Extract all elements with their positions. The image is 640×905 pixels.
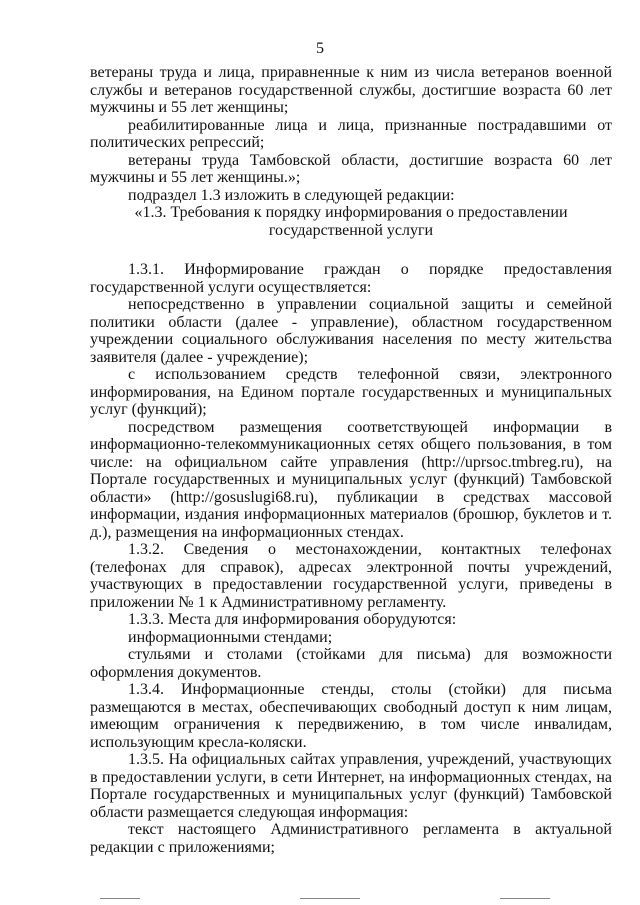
scan-mark xyxy=(300,898,360,899)
paragraph-1-3-1: 1.3.1. Информирование граждан о порядке предоставления государственной услуги осуществляется: xyxy=(90,261,612,296)
paragraph-placement-networks: посредством размещения соответствующей информации в информационно-телекоммуникационных сетях общего пользования, в том числе: на официальном сайте управления (http://uprsoc.tmbreg.ru), на Портале государственных и муниципальных услуг (функций) Тамбовской области» (http://gosuslugi68.ru), публикации в средствах массовой информации, издания информационных материалов (брошюр, буклетов и т. д.), размещения на информационных стендах. xyxy=(90,418,612,541)
paragraph-rehabilitated: реабилитированные лица и лица, признанные пострадавшими от политических репрессий; xyxy=(90,116,612,151)
paragraph-directly-in-department: непосредственно в управлении социальной защиты и семейной политики области (далее - управление), областном государственном учреждении социального обслуживания населения по месту жительства заявителя (далее - учреждение); xyxy=(90,296,612,366)
scan-mark xyxy=(100,898,140,899)
page-number: 5 xyxy=(316,40,324,57)
spacer xyxy=(90,239,612,261)
section-heading-1-3: «1.3. Требования к порядку информирования о предоставлении государственной услуги xyxy=(134,204,568,239)
paragraph-telephone-electronic: с использованием средств телефонной связи, электронного информирования, на Едином портале государственных и муниципальных услуг (функций); xyxy=(90,366,612,418)
paragraph-1-3-4: 1.3.4. Информационные стенды, столы (стойки) для письма размещаются в местах, обеспечивающих свободный доступ к ним лицам, имеющим ограничения к передвижению, в том числе инвалидам, использующим кресла-коляски. xyxy=(90,681,612,751)
scan-mark xyxy=(500,898,550,899)
paragraph-veterans-tambov: ветераны труда Тамбовской области, достигшие возраста 60 лет мужчины и 55 лет женщины.»; xyxy=(90,151,612,186)
paragraph-1-3-3: 1.3.3. Места для информирования оборудуются: xyxy=(128,611,457,628)
document-body xyxy=(90,64,612,856)
paragraph-info-stands: информационными стендами; xyxy=(128,628,333,646)
paragraph-subsection-instruction: подраздел 1.3 изложить в следующей редакции: xyxy=(128,186,455,204)
paragraph-1-3-5: 1.3.5. На официальных сайтах управления, учреждений, участвующих в предоставлении услуги, в сети Интернет, на информационных стендах, на Портале государственных и муниципальных услуг (функций) Тамбовской области размещается следующая информация: xyxy=(90,751,612,821)
paragraph-veterans-labor: ветераны труда и лица, приравненные к ним из числа ветеранов военной службы и ветеранов государственной службы, достигшие возраста 60 лет мужчины и 55 лет женщины; xyxy=(90,64,612,116)
paragraph-1-3-2: 1.3.2. Сведения о местонахождении, контактных телефонах (телефонах для справок), адресах электронной почты учреждений, участвующих в предоставлении государственной услуги, приведены в приложении № 1 к Административному регламенту. xyxy=(90,541,612,611)
scan-edge-marks xyxy=(0,895,640,899)
paragraph-regulation-text: текст настоящего Административного регламента в актуальной редакции с приложениями; xyxy=(90,821,612,856)
paragraph-chairs-tables: стульями и столами (стойками для письма) для возможности оформления документов. xyxy=(90,646,612,681)
